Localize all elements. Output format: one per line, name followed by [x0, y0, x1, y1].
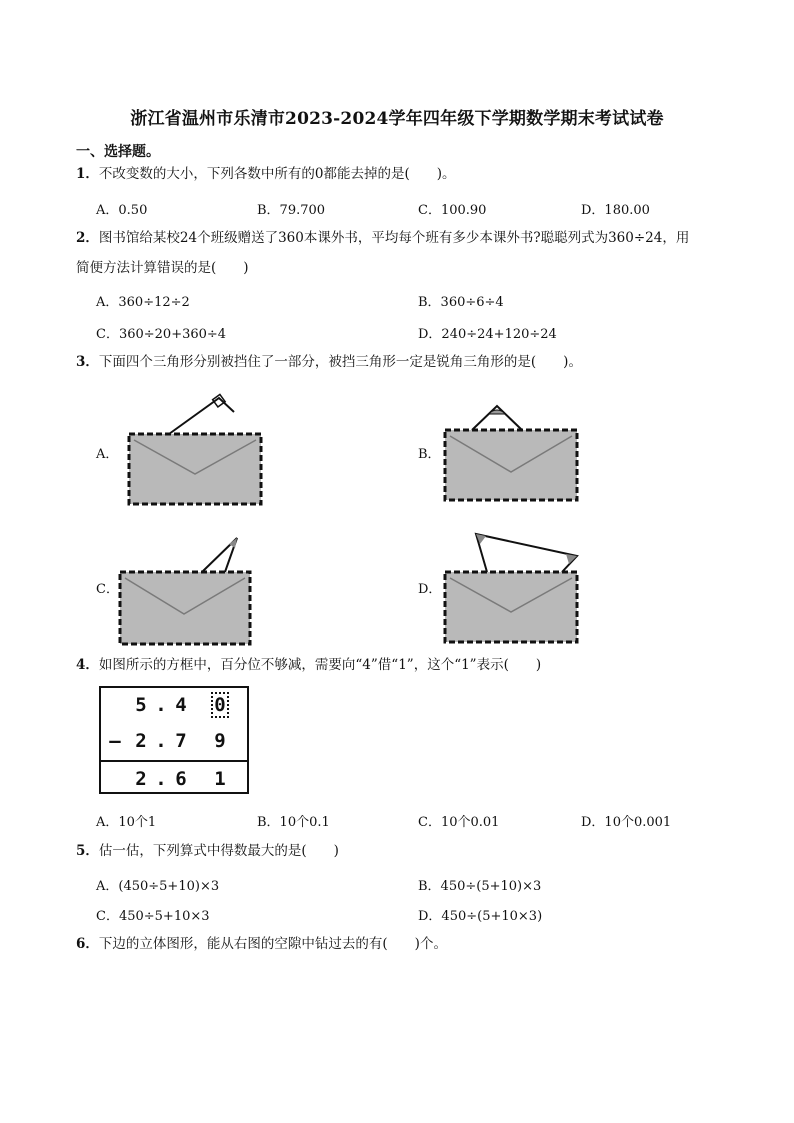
question-text: 如图所示的方框中，百分位不够减，需要向“4”借“1”，这个“1”表示( )	[98, 657, 542, 673]
q2-option-d[interactable]: D．240÷24+120÷24	[418, 327, 557, 342]
envelope-figure-b	[442, 392, 582, 512]
digit: 2	[135, 730, 147, 752]
q5-option-a[interactable]: A．(450÷5+10)×3	[96, 879, 220, 894]
q2-option-b[interactable]: B．360÷6÷4	[418, 295, 504, 310]
q4-option-a[interactable]: A．10个1	[96, 815, 157, 830]
decimal-point: .	[155, 730, 167, 752]
page-title: 浙江省温州市乐清市2023-2024学年四年级下学期数学期末考试试卷	[130, 109, 664, 129]
digit: 6	[175, 768, 187, 790]
question-1	[76, 164, 456, 184]
question-number: 1．	[76, 166, 99, 182]
question-2	[76, 228, 689, 248]
envelope-figure-c	[117, 530, 257, 650]
q3-option-d[interactable]: D．	[418, 582, 442, 597]
q5-option-d[interactable]: D．450÷(5+10×3)	[418, 909, 543, 924]
section-heading: 一、选择题。	[76, 144, 160, 160]
question-6	[76, 934, 447, 954]
q1-option-c[interactable]: C．100.90	[418, 203, 487, 218]
question-4	[76, 655, 541, 675]
q5-option-b[interactable]: B．450÷(5+10)×3	[418, 879, 542, 894]
question-text: 下面四个三角形分别被挡住了一部分，被挡三角形一定是锐角三角形的是( )。	[98, 354, 582, 370]
question-text-line1: 图书馆给某校24个班级赠送了360本课外书，平均每个班有多少本课外书?聪聪列式为360÷24，用	[98, 230, 690, 246]
q4-option-c[interactable]: C．10个0.01	[418, 815, 500, 830]
question-number: 6．	[76, 936, 99, 952]
q3-option-a[interactable]: A．	[96, 447, 119, 462]
q1-option-d[interactable]: D．180.00	[581, 203, 650, 218]
q2-option-c[interactable]: C．360÷20+360÷4	[96, 327, 227, 342]
question-text: 下边的立体图形，能从右图的空隙中钻过去的有( )个。	[98, 936, 447, 952]
q3-option-c[interactable]: C．	[96, 582, 119, 597]
subtraction-row-2	[101, 726, 247, 758]
envelope-figure-d	[442, 528, 582, 648]
question-text: 估一估，下列算式中得数最大的是( )	[98, 843, 339, 859]
decimal-point: .	[155, 694, 167, 716]
question-number: 4．	[76, 657, 99, 673]
q2-option-a[interactable]: A．360÷12÷2	[96, 295, 190, 310]
q3-option-b[interactable]: B．	[418, 447, 441, 462]
digit: 5	[135, 694, 147, 716]
decimal-point: .	[155, 768, 167, 790]
q1-option-b[interactable]: B．79.700	[257, 203, 326, 218]
subtraction-row-3	[101, 764, 247, 796]
envelope-figure-a	[124, 392, 264, 512]
digit: 2	[135, 768, 147, 790]
q4-option-d[interactable]: D．10个0.001	[581, 815, 672, 830]
q1-option-a[interactable]: A．0.50	[96, 203, 148, 218]
divider-line	[101, 760, 247, 762]
subtraction-figure	[99, 686, 249, 794]
dotted-box: 0	[211, 692, 228, 718]
question-number: 3．	[76, 354, 99, 370]
q4-option-b[interactable]: B．10个0.1	[257, 815, 330, 830]
minus-sign: —	[109, 730, 121, 752]
question-5	[76, 841, 339, 861]
digit: 9	[214, 730, 226, 752]
question-2-line2: 简便方法计算错误的是( )	[76, 260, 249, 276]
question-number: 2．	[76, 230, 99, 246]
boxed-digit	[210, 694, 230, 716]
question-number: 5．	[76, 843, 99, 859]
digit: 1	[214, 768, 226, 790]
question-3	[76, 352, 582, 372]
digit: 7	[175, 730, 187, 752]
subtraction-row-1	[101, 690, 247, 722]
question-text: 不改变数的大小，下列各数中所有的0都能去掉的是( )。	[98, 166, 456, 182]
digit: 4	[175, 694, 187, 716]
q5-option-c[interactable]: C．450÷5+10×3	[96, 909, 210, 924]
